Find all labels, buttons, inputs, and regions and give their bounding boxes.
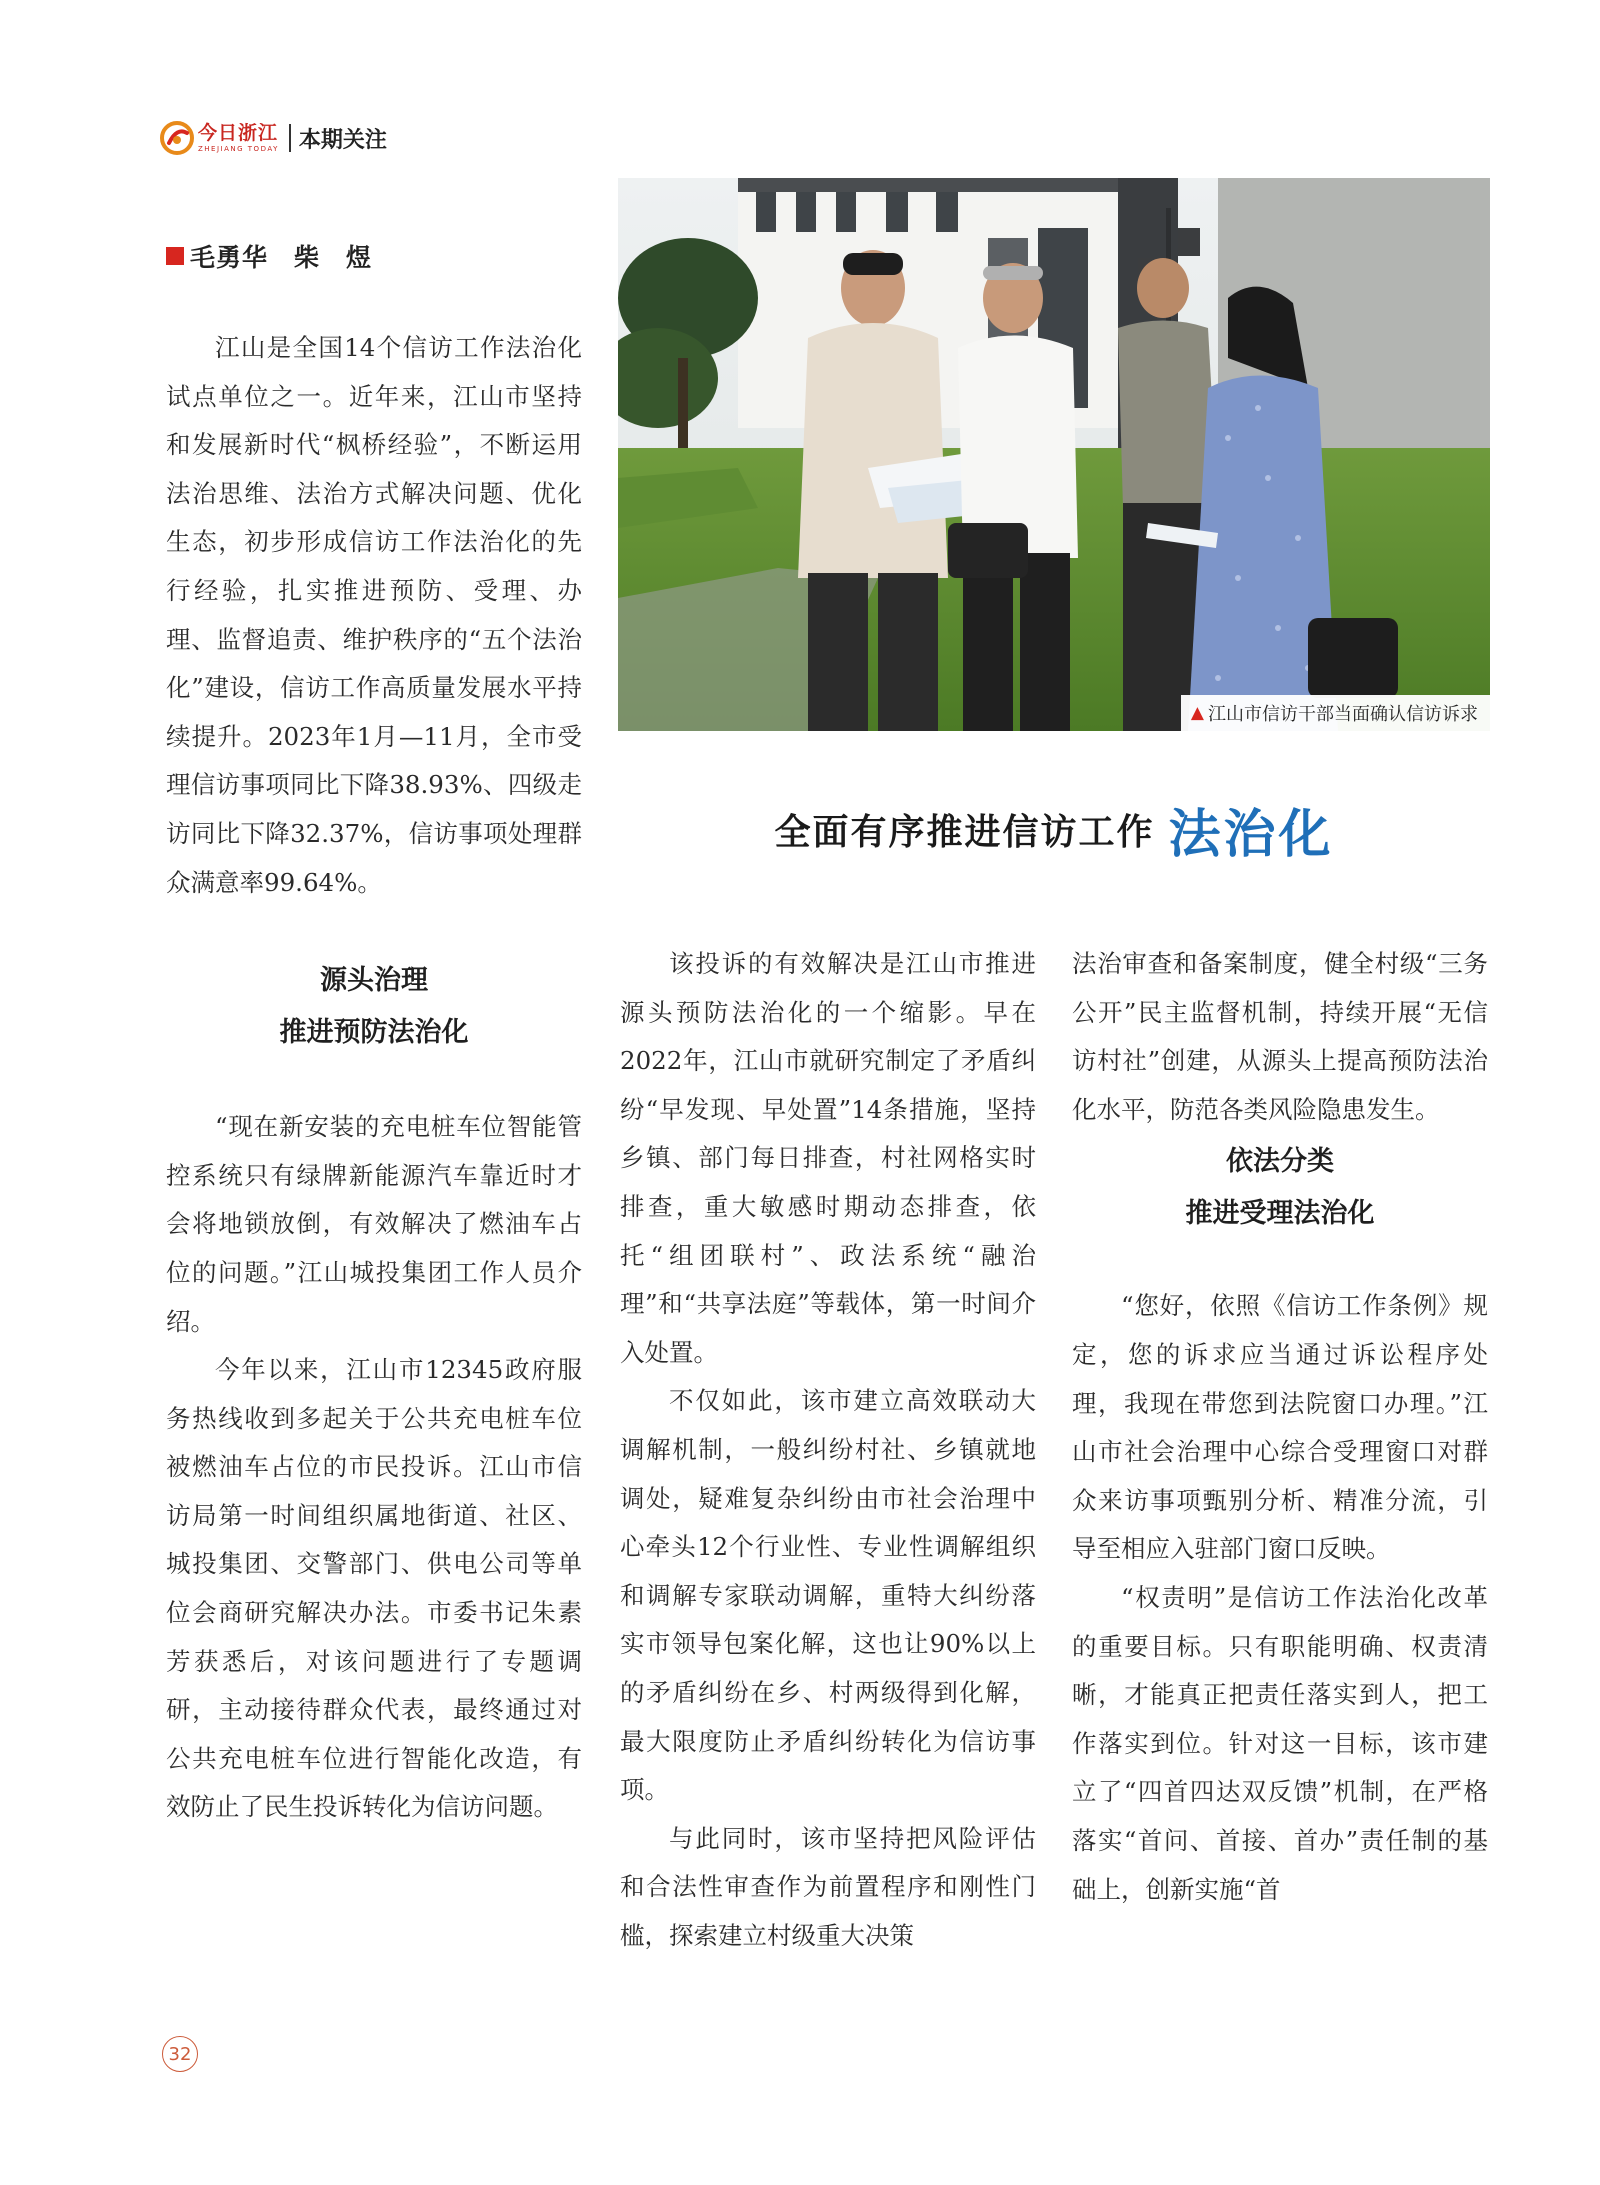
page-number: 32	[162, 2036, 198, 2072]
red-square-marker	[166, 247, 184, 265]
subheading-line-1: 依法分类	[1226, 1146, 1334, 1178]
photo-illustration	[618, 178, 1490, 731]
magazine-logo-text	[198, 121, 279, 153]
text-column-1	[166, 324, 582, 1832]
subheading-line-2: 推进受理法治化	[1185, 1198, 1375, 1230]
body-paragraph: 该投诉的有效解决是江山市推进源头预防法治化的一个缩影。早在2022年，江山市就研究制定了矛盾纠纷“早发现、早处置”14条措施，坚持乡镇、部门每日排查，村社网格实时排查，重大敏感时期动态排查，依托“组团联村”、政法系统“融治理”和“共享法庭”等载体，第一时间介入处置。	[620, 949, 1036, 1367]
article-photo	[618, 178, 1490, 731]
caption-text: 江山市信访干部当面确认信访诉求	[1208, 704, 1478, 725]
caption-triangle-icon: ▲	[1190, 703, 1204, 723]
subheading-line-1: 源头治理	[320, 965, 428, 997]
title-part-2: 法治化	[1168, 805, 1334, 865]
section-name: 本期关注	[298, 127, 387, 153]
article-title	[618, 792, 1490, 867]
logo-chinese: 今日浙江	[198, 121, 279, 144]
body-paragraph: “您好，依照《信访工作条例》规定，您的诉求应当通过诉讼程序处理，我现在带您到法院窗口办理。”江山市社会治理中心综合受理窗口对群众来访事项甄别分析、精准分流，引导至相应入驻部门窗口反映。	[1072, 1291, 1488, 1564]
intro-paragraph: 江山是全国14个信访工作法治化试点单位之一。近年来，江山市坚持和发展新时代“枫桥经验”，不断运用法治思维、法治方式解决问题、优化生态，初步形成信访工作法治化的先行经验，扎实推进预防、受理、办理、监督追责、维护秩序的“五个法治化”建设，信访工作高质量发展水平持续提升。2023年1月—11月，全市受理信访事项同比下降38.93%、四级走访同比下降32.37%，信访事项处理群众满意率99.64%。	[166, 333, 582, 897]
author-names: 毛勇华 柴 煜	[190, 243, 373, 272]
body-paragraph: 与此同时，该市坚持把风险评估和合法性审查作为前置程序和刚性门槛，探索建立村级重大决策	[620, 1823, 1036, 1950]
body-paragraph: 今年以来，江山市12345政府服务热线收到多起关于公共充电桩车位被燃油车占位的市民投诉。江山市信访局第一时间组织属地街道、社区、城投集团、交警部门、供电公司等单位会商研究解决办法。市委书记朱素芳获悉后，对该问题进行了专题调研，主动接待群众代表，最终通过对公共充电桩车位进行智能化改造，有效防止了民生投诉转化为信访问题。	[166, 1355, 582, 1822]
subheading-source-governance	[166, 955, 582, 1059]
magazine-logo-icon	[160, 121, 194, 155]
photo-caption	[1181, 695, 1490, 731]
masthead-divider	[289, 124, 291, 152]
body-paragraph-continued: 法治审查和备案制度，健全村级“三务公开”民主监督机制，持续开展“无信访村社”创建，从源头上提高预防法治化水平，防范各类风险隐患发生。	[1072, 949, 1488, 1124]
body-paragraph: “现在新安装的充电桩车位智能管控系统只有绿牌新能源汽车靠近时才会将地锁放倒，有效解决了燃油车占位的问题。”江山城投集团工作人员介绍。	[166, 1112, 582, 1336]
text-column-2	[620, 940, 1036, 1960]
subheading-classification	[1072, 1136, 1488, 1240]
logo-english: ZHEJIANG TODAY	[198, 144, 279, 153]
body-paragraph: 不仅如此，该市建立高效联动大调解机制，一般纠纷村社、乡镇就地调处，疑难复杂纠纷由市社会治理中心牵头12个行业性、专业性调解组织和调解专家联动调解，重特大纠纷落实市领导包案化解，这也让90%以上的矛盾纠纷在乡、村两级得到化解，最大限度防止矛盾纠纷转化为信访事项。	[620, 1386, 1036, 1805]
text-column-3	[1072, 940, 1488, 1914]
author-line	[166, 238, 372, 274]
title-part-1: 全面有序推进信访工作	[774, 812, 1155, 853]
subheading-line-2: 推进预防法治化	[279, 1017, 469, 1049]
body-paragraph: “权责明”是信访工作法治化改革的重要目标。只有职能明确、权责清晰，才能真正把责任落实到人，把工作落实到位。针对这一目标，该市建立了“四首四达双反馈”机制，在严格落实“首问、首接、首办”责任制的基础上，创新实施“首	[1072, 1582, 1488, 1904]
masthead	[160, 118, 387, 158]
